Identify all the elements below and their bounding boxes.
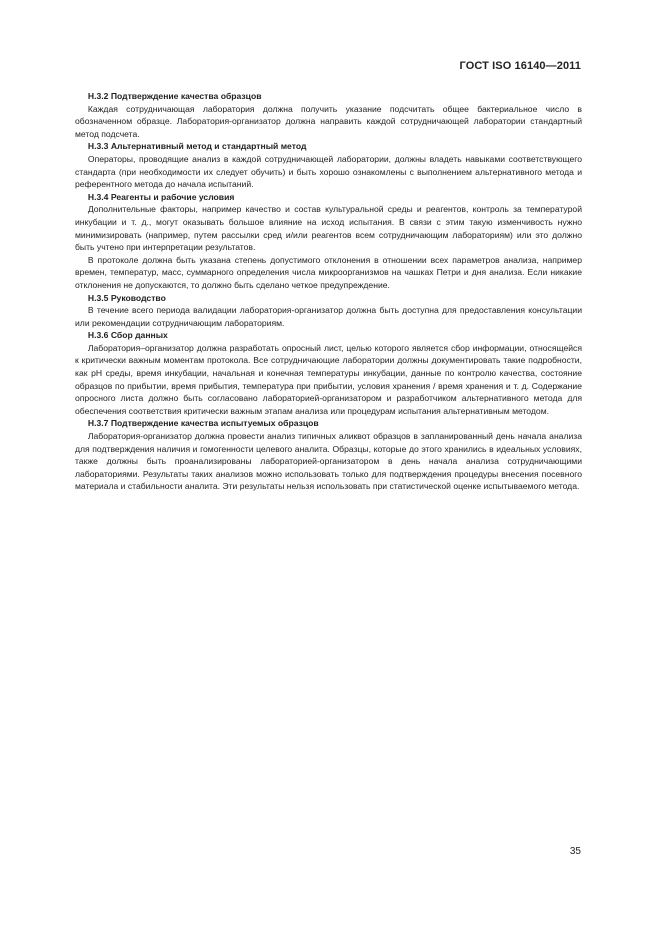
paragraph: Операторы, проводящие анализ в каждой сотрудничающей лаборатории, должны владеть навыками соответствующего стандарта (при необходимости их следует обучить) и быть хорошо ознакомлены с выполнением альтернативного метода и референтного метода до начала испытаний. xyxy=(75,153,582,190)
section-heading: H.3.6 Сбор данных xyxy=(87,330,168,341)
section-h-3-3 xyxy=(75,140,582,190)
page-number: 35 xyxy=(569,846,581,857)
paragraph: Дополнительные факторы, например качество и состав культуральной среды и реагентов, контроль за температурой инкубации и т. д., могут оказывать большое влияние на исход испытания. В связи с этим такую изменчивость нужно минимизировать (например, путем рассылки сред и/или реагентов всем сотрудничающим лабораториям) или это должно быть учтено при интерпретации результатов. xyxy=(75,204,582,253)
section-heading: H.3.3 Альтернативный метод и стандартный метод xyxy=(87,141,307,152)
section-h-3-6 xyxy=(75,329,582,417)
section-heading: H.3.2 Подтверждение качества образцов xyxy=(87,91,262,101)
section-h-3-4 xyxy=(75,191,582,292)
paragraph: Лаборатория-организатор должна провести анализ типичных аликвот образцов в запланированный день начала анализа для подтверждения наличия и гомогенности целевого аналита. Образцы, которые до этого хранились в идеальных условиях, также должны быть проанализированы лабораторией-организатором в день начала анализа сотрудничающими лабораториями. Результаты таких анализов можно использовать только для подтверждения процедуры внесения посевного материала и стабильности аналита. Эти результаты нельзя использовать при статистической оценке испытываемого метода. xyxy=(75,431,582,492)
section-h-3-2 xyxy=(75,90,582,140)
section-h-3-5 xyxy=(75,292,582,330)
section-heading: H.3.7 Подтверждение качества испытуемых образцов xyxy=(87,418,319,429)
section-heading: H.3.5 Руководство xyxy=(87,292,166,303)
paragraph: В течение всего периода валидации лаборатория-организатор должна быть доступна для предоставления консультации или рекомендации сотрудничающим лабораториям. xyxy=(75,305,582,328)
paragraph: Каждая сотрудничающая лаборатория должна получить указание подсчитать общее бактериальное число в обозначенном образце. Лаборатория-организатор должна направить каждой сотрудничающей лаборатории стандартный метод подсчета. xyxy=(75,103,582,139)
document-body xyxy=(75,90,582,493)
section-h-3-7 xyxy=(75,417,582,493)
section-heading: H.3.4 Реагенты и рабочие условия xyxy=(87,191,235,202)
paragraph: В протоколе должна быть указана степень допустимого отклонения в отношении всех параметров анализа, например времен, температур, масс, суммарного определения числа микроорганизмов на чашках Петри и дня анализа. Если никакие отклонения не допускаются, то должно быть сделано четкое предупреждение. xyxy=(75,254,582,290)
paragraph: Лаборатория–организатор должна разработать опросный лист, целью которого является сбор информации, относящейся к критически важным моментам протокола. Все сотрудничающие лаборатории должны документировать такие подробности, как pH среды, время инкубации, начальная и конечная температуры инкубации, данные по контролю качества, состояние образцов по прибытии, время прибытия, температура при прибытии, условия хранения / время хранения и т. д. Содержание опросного листа должно быть согласовано лабораторией-организатором и разработчиком альтернативного метода для обеспечения соответствия критически важным этапам анализа или процедурам испытания альтернативным методом. xyxy=(75,342,582,416)
document-header: ГОСТ ISO 16140—2011 xyxy=(459,60,581,72)
